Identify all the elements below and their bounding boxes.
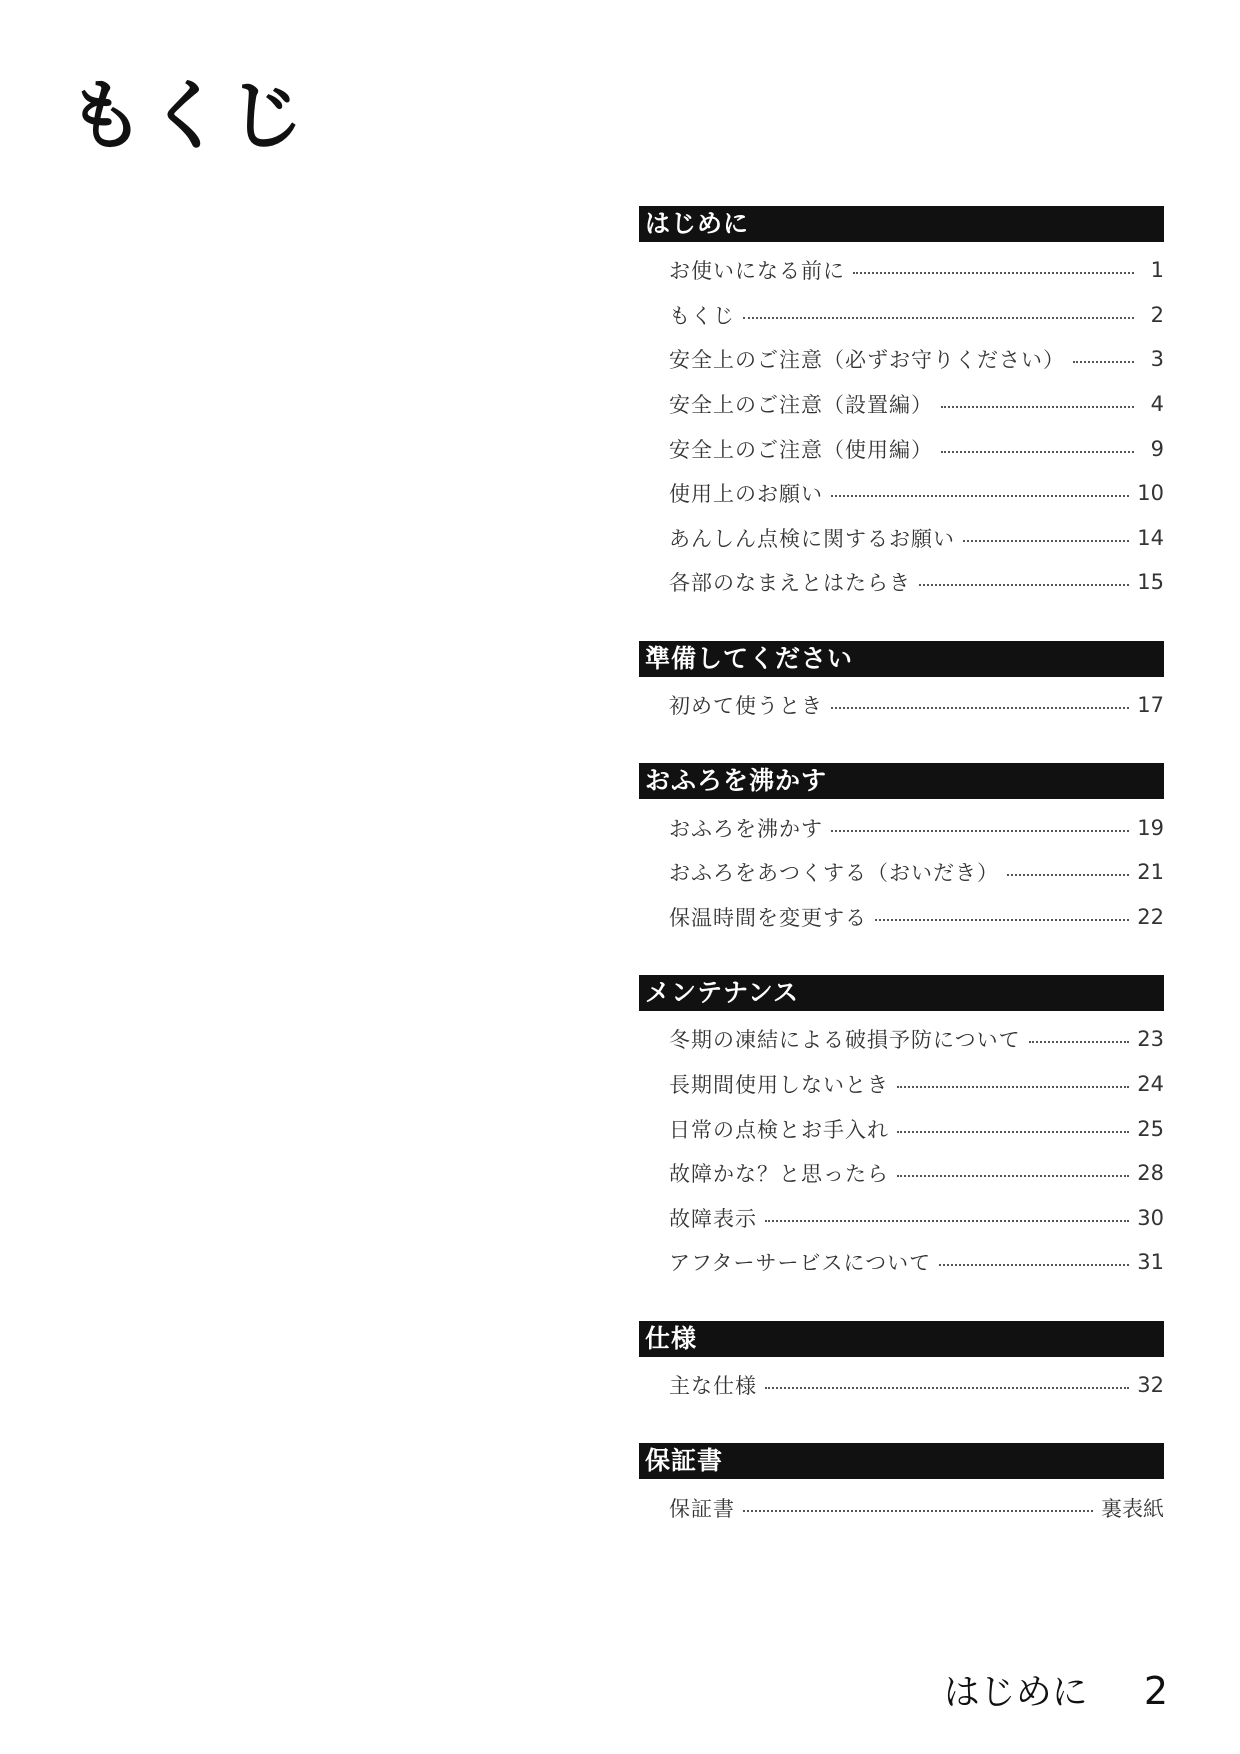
toc-entry-page: 22: [1137, 904, 1164, 929]
toc-entry[interactable]: [639, 895, 1164, 940]
footer-section-label: はじめに: [943, 1672, 1088, 1713]
dot-leader: [765, 1387, 1129, 1389]
toc-entry[interactable]: [639, 1017, 1164, 1062]
toc-entry[interactable]: [639, 293, 1164, 338]
toc-entry-title: 使用上のお願い: [669, 482, 823, 507]
toc-entry[interactable]: [639, 560, 1164, 605]
toc-entry[interactable]: [639, 516, 1164, 561]
toc-entry-page: 9: [1150, 436, 1164, 461]
toc-entry-page: 23: [1137, 1027, 1164, 1052]
toc-entry[interactable]: [639, 248, 1164, 293]
toc-entry-page: 21: [1137, 860, 1164, 885]
toc-entry[interactable]: [639, 1106, 1164, 1151]
dot-leader: [963, 540, 1129, 542]
dot-leader: [853, 272, 1134, 274]
toc-entry[interactable]: [639, 850, 1164, 895]
toc-entry[interactable]: [639, 1062, 1164, 1107]
toc-entry-page: 3: [1150, 347, 1164, 372]
toc-entry-title: 保証書: [669, 1496, 735, 1521]
toc-entry-page: 24: [1137, 1072, 1164, 1097]
toc-section-hoshousho: [639, 1443, 1164, 1530]
dot-leader: [831, 495, 1129, 497]
toc-entry-title: 保温時間を変更する: [669, 905, 867, 930]
toc-entry-page: 2: [1150, 302, 1164, 327]
toc-entry-page: 14: [1137, 525, 1164, 550]
toc-entry[interactable]: [639, 805, 1164, 850]
toc-section-hajimeni: [639, 206, 1164, 605]
dot-leader: [941, 406, 1134, 408]
section-header: 仕様: [639, 1321, 1164, 1357]
toc-entry-page: 32: [1137, 1372, 1164, 1397]
toc-entry-title: おふろをあつくする（おいだき）: [669, 861, 999, 886]
toc-entry[interactable]: [639, 382, 1164, 427]
toc-entry-title: 初めて使うとき: [669, 694, 823, 719]
dot-leader: [831, 830, 1129, 832]
dot-leader: [743, 317, 1134, 319]
toc-entry-title: もくじ: [669, 303, 735, 328]
toc-entry-title: 長期間使用しないとき: [669, 1073, 889, 1098]
toc-section-ofuro: [639, 763, 1164, 939]
toc-section-shiyou: [639, 1321, 1164, 1408]
toc-entry[interactable]: [639, 1151, 1164, 1196]
toc-entry-page: 10: [1137, 481, 1164, 506]
toc-entry-title: おふろを沸かす: [669, 816, 823, 841]
toc-entry[interactable]: [639, 426, 1164, 471]
section-header: はじめに: [639, 206, 1164, 242]
toc-entry-page: 裏表紙: [1101, 1496, 1164, 1521]
toc-entry[interactable]: [639, 1196, 1164, 1241]
toc-section-maintenance: [639, 975, 1164, 1285]
toc-entry-title: お使いになる前に: [669, 259, 845, 284]
toc-entry-page: 25: [1137, 1116, 1164, 1141]
toc-entry-page: 31: [1137, 1250, 1164, 1275]
dot-leader: [1073, 361, 1134, 363]
dot-leader: [1029, 1041, 1130, 1043]
toc-entry[interactable]: [639, 683, 1164, 728]
toc-entry-page: 4: [1150, 392, 1164, 417]
dot-leader: [919, 584, 1129, 586]
toc-entry-title: 故障表示: [669, 1206, 757, 1231]
toc-entry-title: 日常の点検とお手入れ: [669, 1117, 889, 1142]
toc-entry-page: 15: [1137, 570, 1164, 595]
page-footer: [944, 1664, 1168, 1715]
dot-leader: [897, 1131, 1129, 1133]
toc-entry[interactable]: [639, 471, 1164, 516]
toc-entry-page: 30: [1137, 1205, 1164, 1230]
toc-entry[interactable]: [639, 337, 1164, 382]
toc-entry-page: 1: [1150, 258, 1164, 283]
dot-leader: [743, 1510, 1093, 1512]
section-header: 保証書: [639, 1443, 1164, 1479]
footer-page-number: 2: [1143, 1669, 1168, 1713]
toc-entry-title: 安全上のご注意（設置編）: [669, 393, 933, 418]
section-header: 準備してください: [639, 641, 1164, 677]
dot-leader: [875, 919, 1129, 921]
toc-entry-title: アフターサービスについて: [669, 1251, 932, 1276]
dot-leader: [939, 1264, 1129, 1266]
page-title: もくじ: [68, 71, 308, 160]
toc-section-junbi: [639, 641, 1164, 728]
toc-entry-page: 17: [1137, 693, 1164, 718]
dot-leader: [941, 451, 1134, 453]
toc-entry-title: 主な仕様: [669, 1373, 757, 1398]
section-header: メンテナンス: [639, 975, 1164, 1011]
toc-entry[interactable]: [639, 1485, 1164, 1530]
toc-entry-title: 故障かな？と思ったら: [669, 1162, 889, 1187]
dot-leader: [897, 1086, 1129, 1088]
toc-entry-title: 安全上のご注意（使用編）: [669, 437, 933, 462]
dot-leader: [1007, 874, 1129, 876]
section-header: おふろを沸かす: [639, 763, 1164, 799]
toc-entry-title: 各部のなまえとはたらき: [669, 571, 911, 596]
toc-entry-title: 安全上のご注意（必ずお守りください）: [669, 348, 1065, 373]
toc-entry-page: 28: [1137, 1161, 1164, 1186]
toc-entry-title: 冬期の凍結による破損予防について: [669, 1028, 1021, 1053]
dot-leader: [765, 1220, 1129, 1222]
toc-entry-title: あんしん点検に関するお願い: [669, 526, 955, 551]
dot-leader: [897, 1175, 1129, 1177]
toc-entry[interactable]: [639, 1363, 1164, 1408]
toc-entry[interactable]: [639, 1240, 1164, 1285]
table-of-contents: [639, 206, 1164, 1566]
toc-entry-page: 19: [1137, 815, 1164, 840]
dot-leader: [831, 707, 1129, 709]
